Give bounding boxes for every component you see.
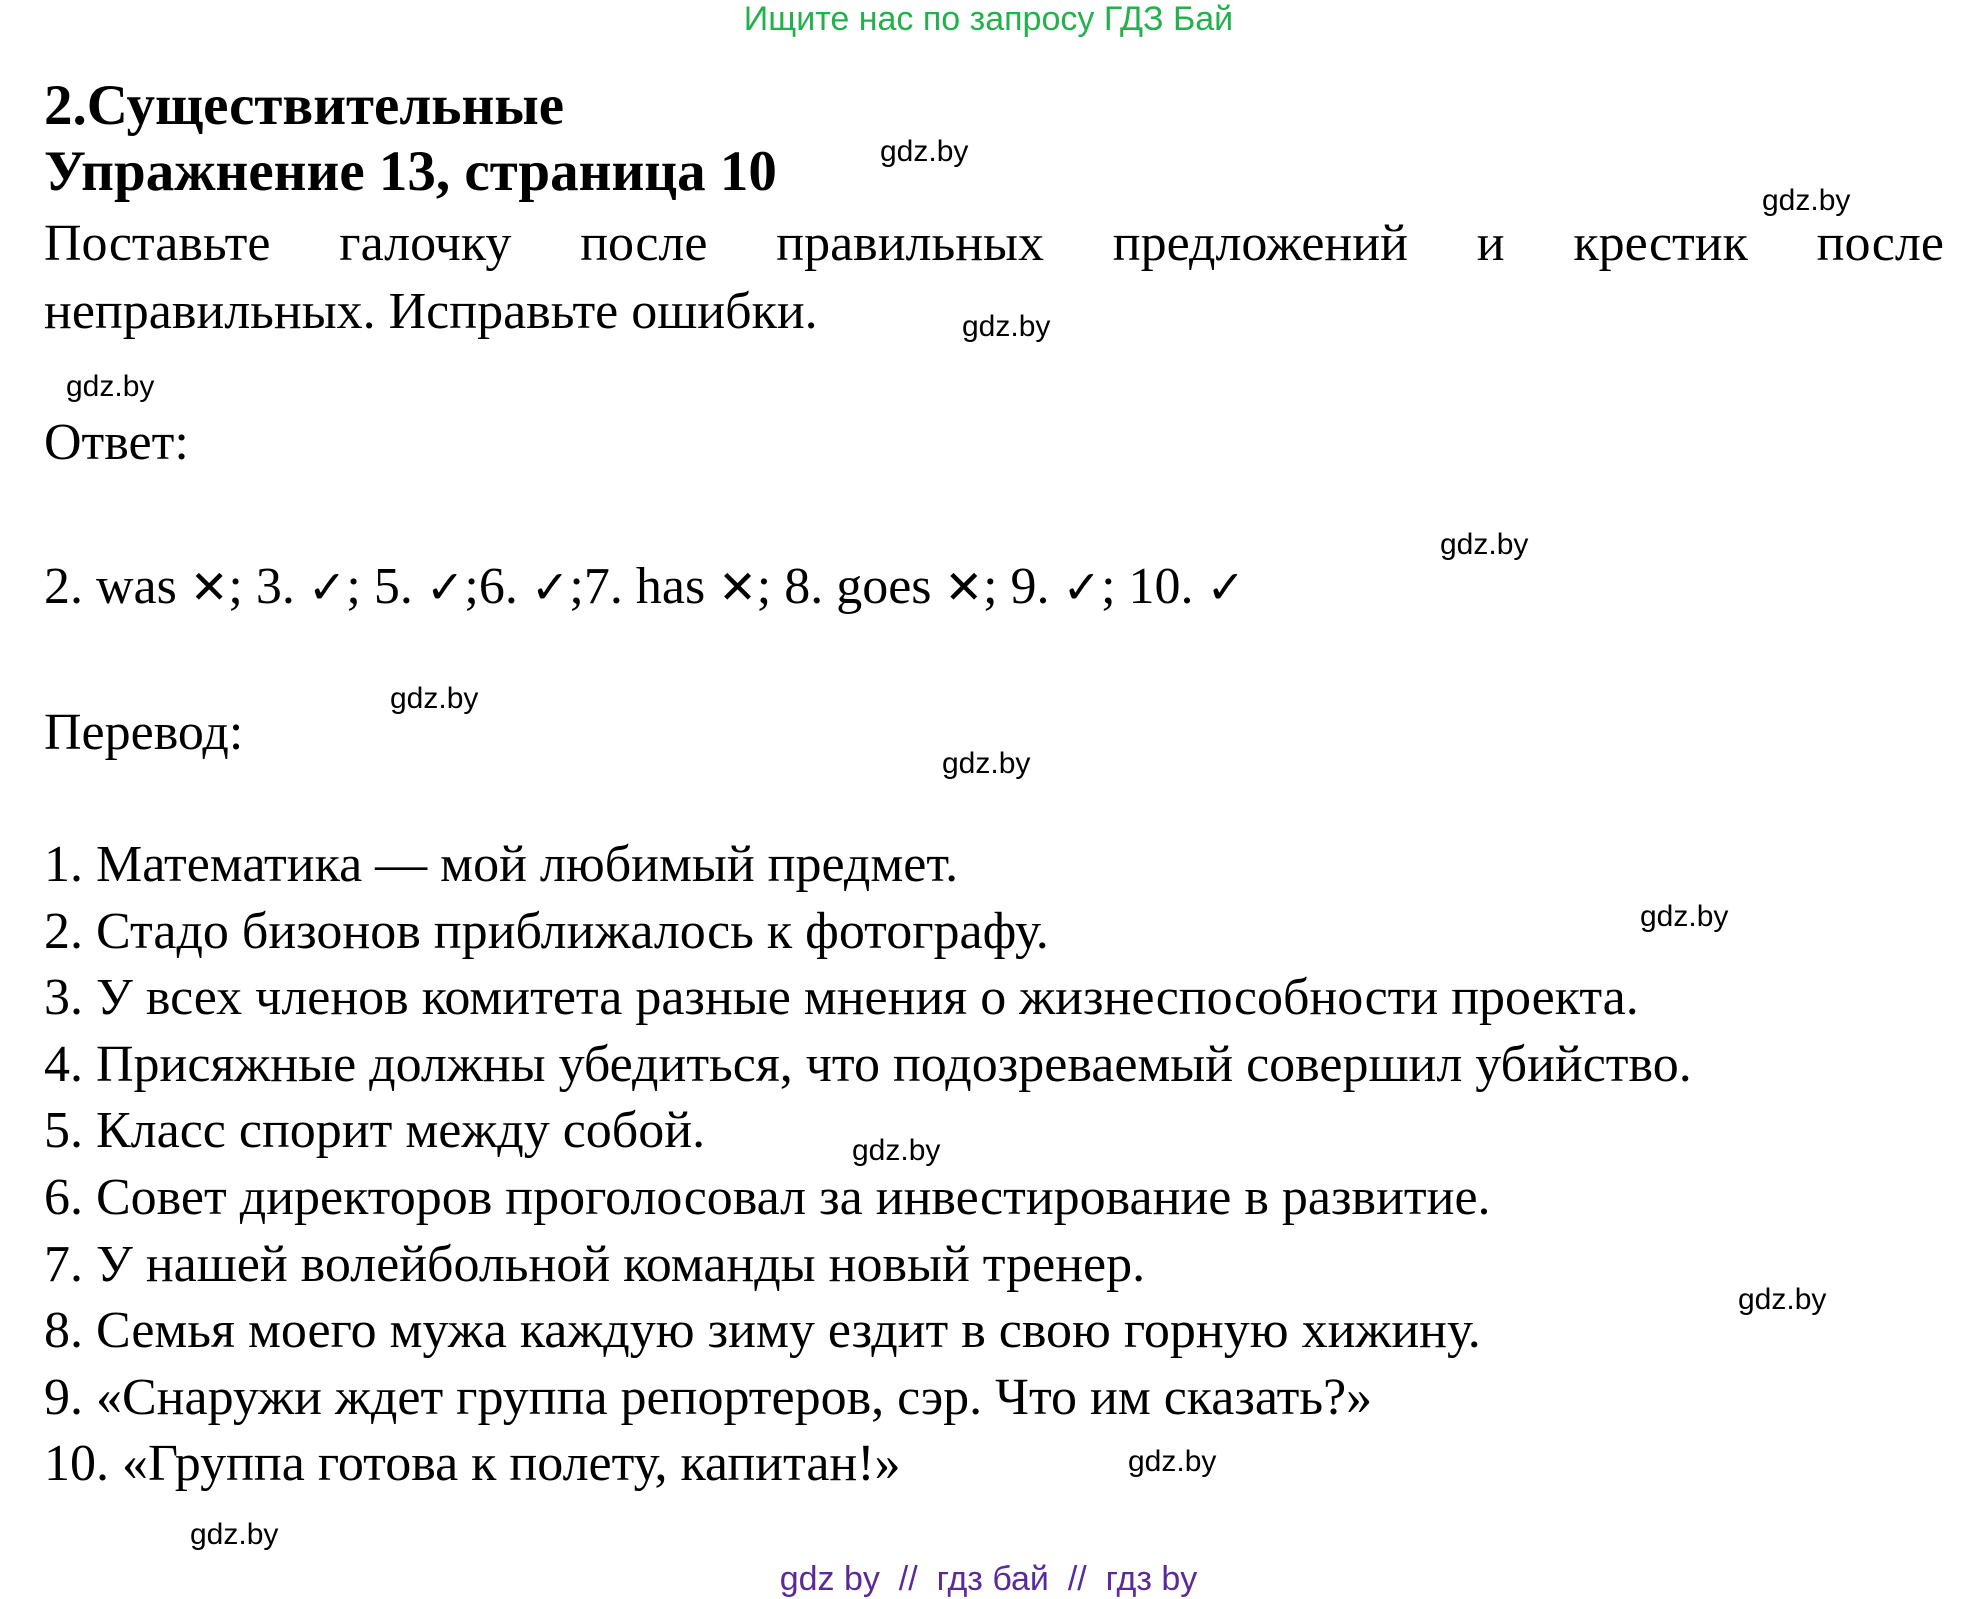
answer-item: 6. <box>478 558 531 615</box>
check-mark-icon: ✓ <box>425 562 465 613</box>
check-mark-icon: ✓ <box>307 562 347 613</box>
task-word: галочку <box>339 215 512 272</box>
watermark: gdz.by <box>1762 184 1851 217</box>
watermark: gdz.by <box>852 1134 941 1167</box>
cross-mark-icon: ✕ <box>189 562 229 613</box>
answer-separator: ; <box>346 558 374 615</box>
watermark: gdz.by <box>942 747 1031 780</box>
translation-line: 3. У всех членов комитета разные мнения о жизнеспособности проекта. <box>44 969 1639 1027</box>
watermark: gdz.by <box>190 1518 279 1551</box>
check-mark-icon: ✓ <box>1206 562 1246 613</box>
answer-label: Ответ: <box>44 414 189 471</box>
task-word: правильных <box>776 215 1044 272</box>
task-word: предложений <box>1112 215 1408 272</box>
answer-item: 2. was <box>44 558 190 615</box>
watermark: gdz.by <box>880 135 969 168</box>
answer-separator: ; <box>228 558 256 615</box>
translation-line: 9. «Снаружи ждет группа репортеров, сэр. Что им сказать?» <box>44 1368 1373 1426</box>
answer-item: 3. <box>255 558 308 615</box>
cross-mark-icon: ✕ <box>718 562 757 613</box>
section-title: 2.Существительные <box>44 74 565 137</box>
watermark: gdz.by <box>1640 900 1729 933</box>
top-banner[interactable]: Ищите нас по запросу ГДЗ Бай <box>743 0 1234 38</box>
translation-label: Перевод: <box>44 704 244 761</box>
answer-item: 8. goes <box>784 558 945 615</box>
answer-separator: ; <box>569 558 584 615</box>
watermark: gdz.by <box>66 370 155 403</box>
watermark: gdz.by <box>1440 528 1529 561</box>
translation-line: 7. У нашей волейбольной команды новый тренер. <box>44 1235 1146 1293</box>
watermark: gdz.by <box>390 682 479 715</box>
translation-line: 6. Совет директоров проголосовал за инвестирование в развитие. <box>44 1168 1491 1226</box>
task-word: Поставьте <box>44 215 271 272</box>
task-word: после <box>1816 215 1944 272</box>
task-line-2: неправильных. Исправьте ошибки. <box>44 283 818 340</box>
answer-separator: ; <box>756 558 785 615</box>
translation-line: 2. Стадо бизонов приближалось к фотографу. <box>44 902 1049 960</box>
translation-line: 8. Семья моего мужа каждую зиму ездит в свою горную хижину. <box>44 1302 1481 1360</box>
answer-item: 9. <box>1010 558 1063 615</box>
footer-links[interactable]: gdz by // гдз бай // гдз by <box>779 1560 1198 1598</box>
answer-separator: ; <box>1101 558 1129 615</box>
answer-separator: ; <box>983 558 1011 615</box>
watermark: gdz.by <box>962 310 1051 343</box>
answer-item: 5. <box>373 558 426 615</box>
translation-line: 4. Присяжные должны убедиться, что подозреваемый совершил убийство. <box>44 1035 1692 1093</box>
watermark: gdz.by <box>1738 1283 1827 1316</box>
watermark: gdz.by <box>1128 1445 1217 1478</box>
translation-line: 5. Класс спорит между собой. <box>44 1102 706 1160</box>
answer-line <box>44 555 1245 620</box>
check-mark-icon: ✓ <box>530 562 570 613</box>
translation-line: 1. Математика — мой любимый предмет. <box>44 836 959 893</box>
exercise-title: Упражнение 13, страница 10 <box>44 140 777 203</box>
cross-mark-icon: ✕ <box>944 562 984 613</box>
answer-item: 7. has <box>583 558 719 615</box>
answer-item: 10. <box>1128 558 1207 615</box>
task-word: после <box>580 215 708 272</box>
task-word: крестик <box>1573 215 1748 272</box>
translation-line: 10. «Группа готова к полету, капитан!» <box>44 1435 901 1493</box>
task-word: и <box>1476 215 1505 272</box>
answer-separator: ; <box>464 558 479 615</box>
check-mark-icon: ✓ <box>1062 562 1102 613</box>
task-line-1 <box>44 210 1944 278</box>
